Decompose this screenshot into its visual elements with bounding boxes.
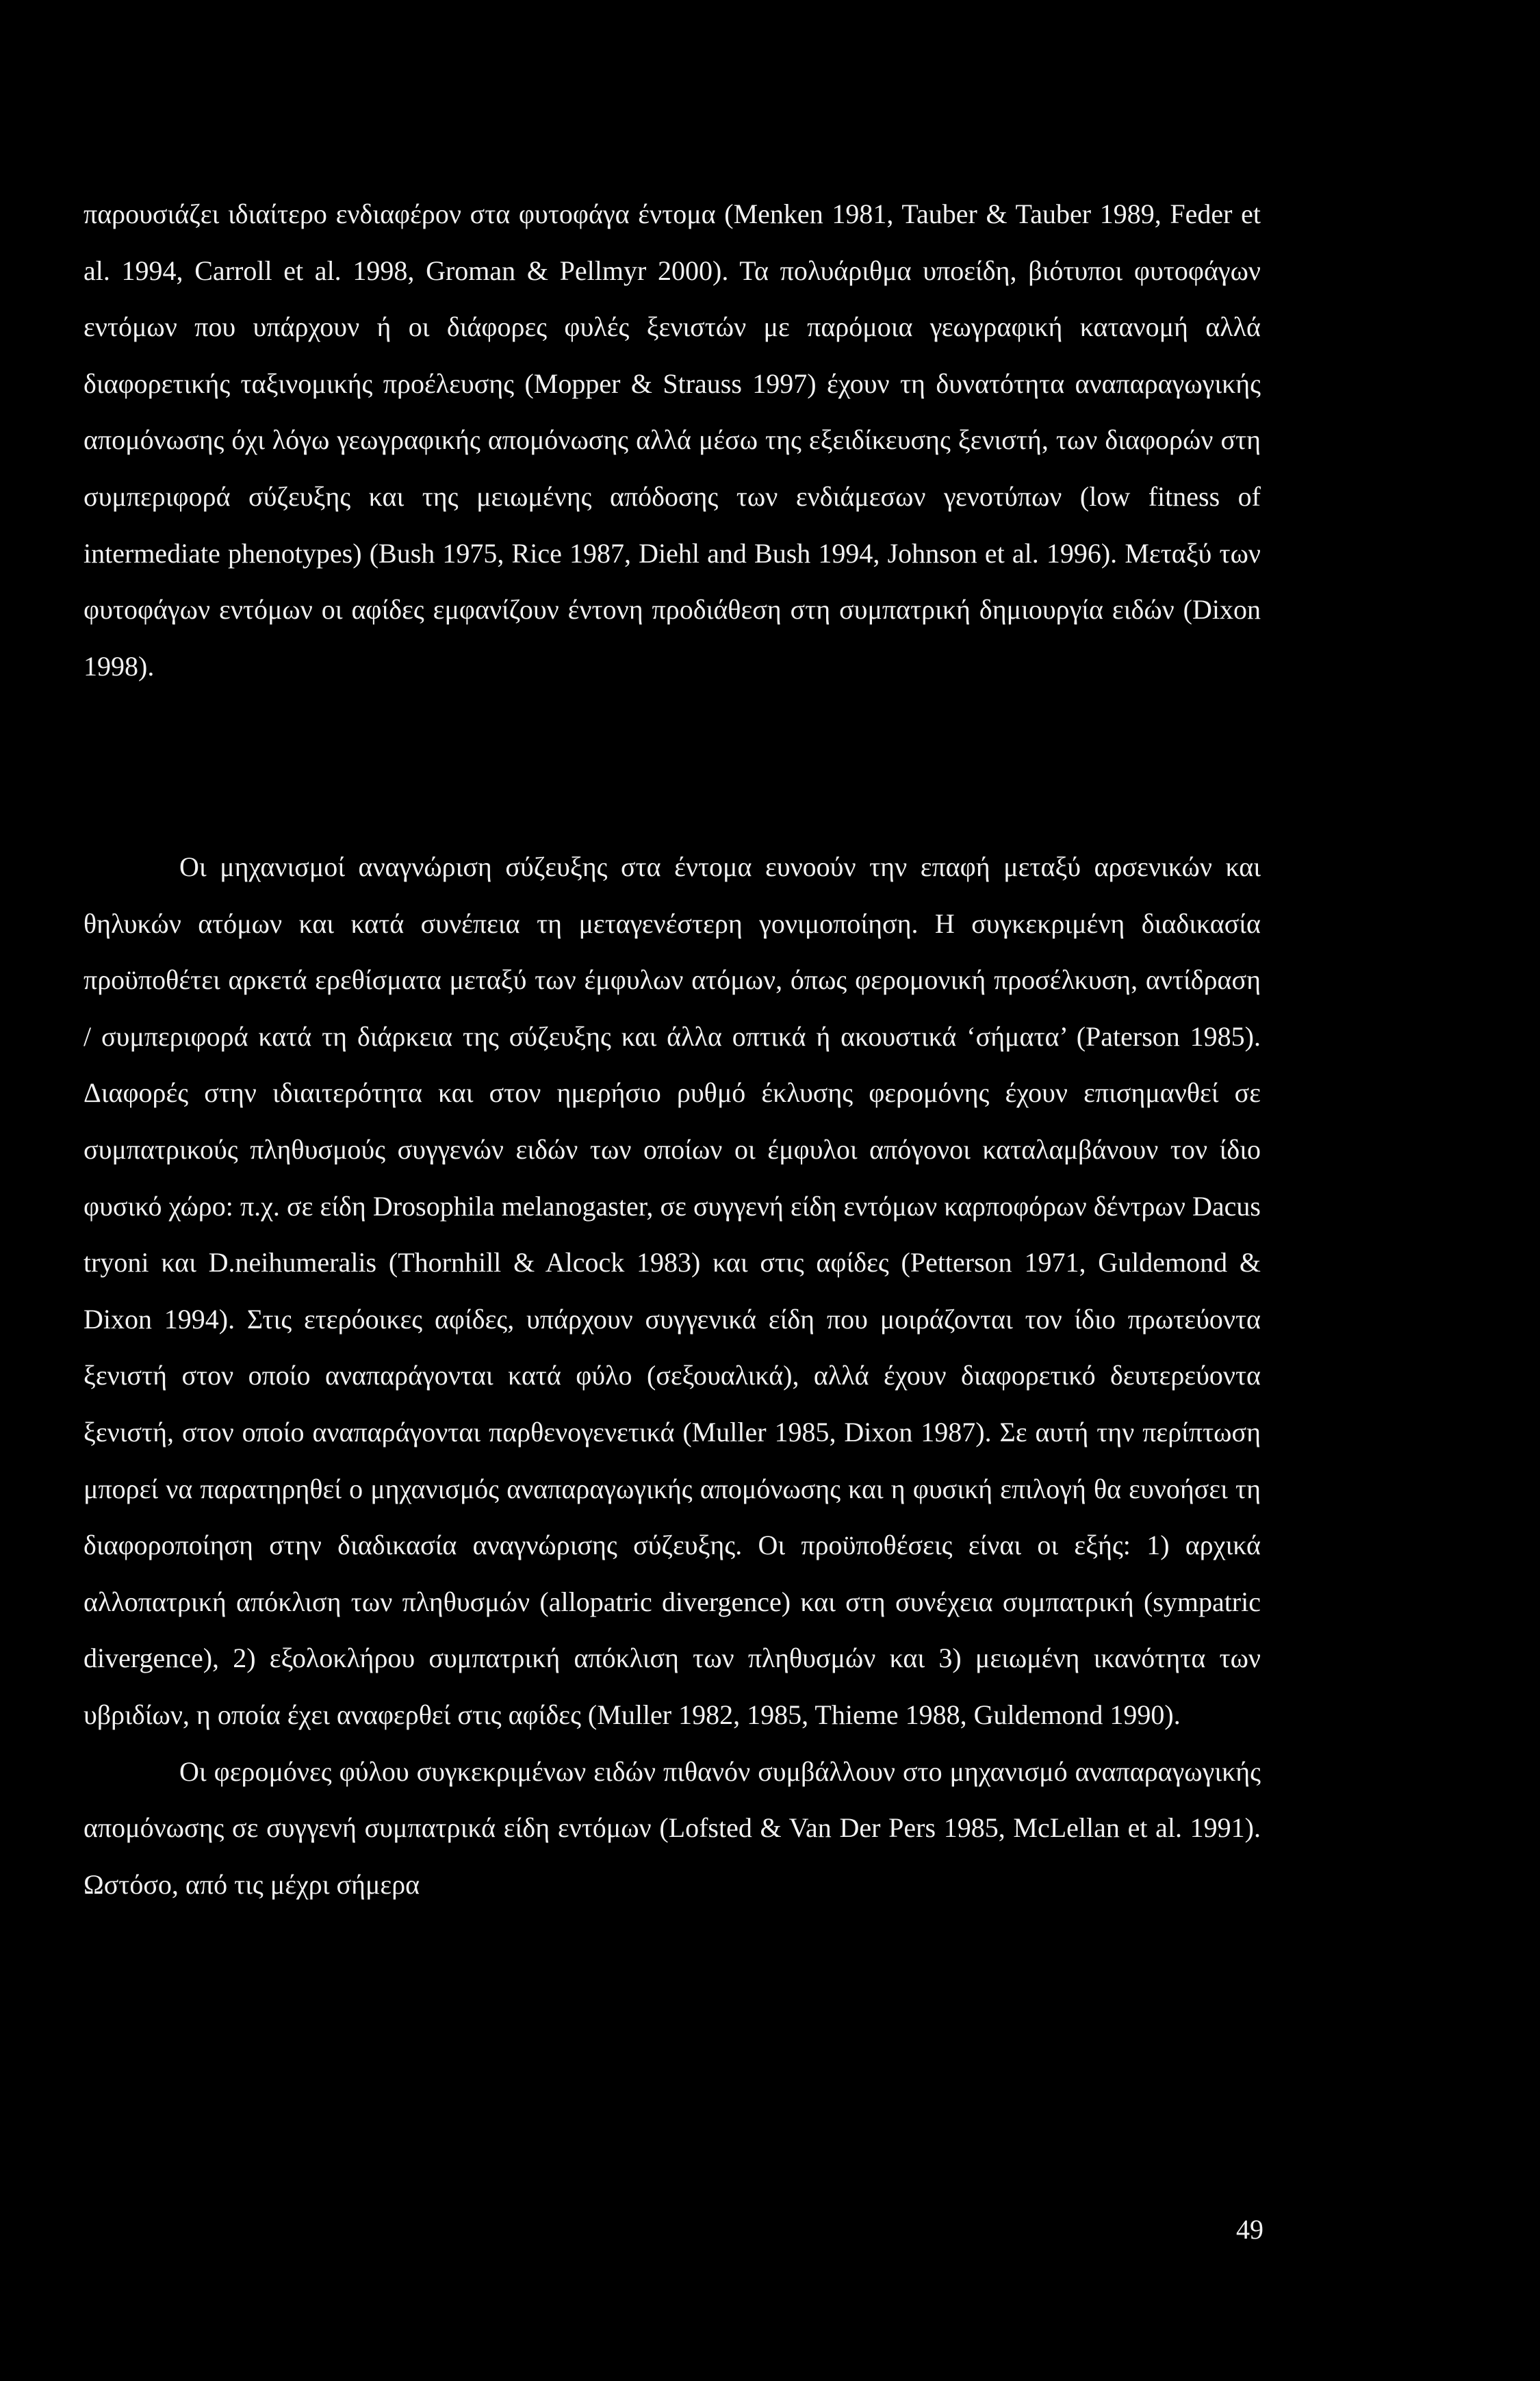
text-block-2 bbox=[84, 839, 1261, 1913]
page-number: 49 bbox=[1236, 2214, 1263, 2245]
paragraph-3: Οι φερομόνες φύλου συγκεκριμένων ειδών πιθανόν συμβάλλουν στο μηχανισμό αναπαραγωγικής απομόνωσης σε συγγενή συμπατρικά είδη εντόμων (Lofsted & Van Der Pers 1985, McLellan et al. 1991). Ωστόσο, από τις μέχρι σήμερα bbox=[84, 1755, 1261, 1900]
paragraph-1: παρουσιάζει ιδιαίτερο ενδιαφέρον στα φυτοφάγα έντομα (Menken 1981, Tauber & Tauber 1989, Feder et al. 1994, Carroll et al. 1998, Groman & Pellmyr 2000). Τα πολυάριθμα υποείδη, βιότυποι φυτοφάγων εντόμων που υπάρχουν ή οι διάφορες φυλές ξενιστών με παρόμοια γεωγραφική κατανομή αλλά διαφορετικής ταξινομικής προέλευσης (Mopper & Strauss 1997) έχουν τη δυνατότητα αναπαραγωγικής απομόνωσης όχι λόγω γεωγραφικής απομόνωσης αλλά μέσω της εξειδίκευσης ξενιστή, των διαφορών στη συμπεριφορά σύζευξης και της μειωμένης απόδοσης των ενδιάμεσων γενοτύπων (low fitness of intermediate phenotypes) (Bush 1975, Rice 1987, Diehl and Bush 1994, Johnson et al. 1996). Μεταξύ των φυτοφάγων εντόμων οι αφίδες εμφανίζουν έντονη προδιάθεση στη συμπατρική δημιουργία ειδών (Dixon 1998). bbox=[84, 198, 1261, 682]
text-block-1 bbox=[84, 186, 1261, 695]
paragraph-2: Οι μηχανισμοί αναγνώριση σύζευξης στα έντομα ευνοούν την επαφή μεταξύ αρσενικών και θηλυκών ατόμων και κατά συνέπεια τη μεταγενέστερη γονιμοποίηση. Η συγκεκριμένη διαδικασία προϋποθέτει αρκετά ερεθίσματα μεταξύ των έμφυλων ατόμων, όπως φερομονική προσέλκυση, αντίδραση / συμπεριφορά κατά τη διάρκεια της σύζευξης και άλλα οπτικά ή ακουστικά ‘σήματα’ (Paterson 1985). Διαφορές στην ιδιαιτερότητα και στον ημερήσιο ρυθμό έκλυσης φερομόνης έχουν επισημανθεί σε συμπατρικούς πληθυσμούς συγγενών ειδών των οποίων οι έμφυλοι απόγονοι καταλαμβάνουν τον ίδιο φυσικό χώρο: π.χ. σε είδη Drosophila melanogaster, σε συγγενή είδη εντόμων καρποφόρων δέντρων Dacus tryoni και D.neihumeralis (Thornhill & Alcock 1983) και στις αφίδες (Petterson 1971, Guldemond & Dixon 1994). Στις ετερόοικες αφίδες, υπάρχουν συγγενικά είδη που μοιράζονται τον ίδιο πρωτεύοντα ξενιστή στον οποίο αναπαράγονται κατά φύλο (σεξουαλικά), αλλά έχουν διαφορετικό δευτερεύοντα ξενιστή, στον οποίο αναπαράγονται παρθενογενετικά (Muller 1985, Dixon 1987). Σε αυτή την περίπτωση μπορεί να παρατηρηθεί ο μηχανισμός αναπαραγωγικής απομόνωσης και η φυσική επιλογή θα ευνοήσει τη διαφοροποίηση στην διαδικασία αναγνώρισης σύζευξης. Οι προϋποθέσεις είναι οι εξής: 1) αρχικά αλλοπατρική απόκλιση των πληθυσμών (allopatric divergence) και στη συνέχεια συμπατρική (sympatric divergence), 2) εξολοκλήρου συμπατρική απόκλιση των πληθυσμών και 3) μειωμένη ικανότητα των υβριδίων, η οποία έχει αναφερθεί στις αφίδες (Muller 1982, 1985, Thieme 1988, Guldemond 1990). bbox=[84, 851, 1261, 1730]
